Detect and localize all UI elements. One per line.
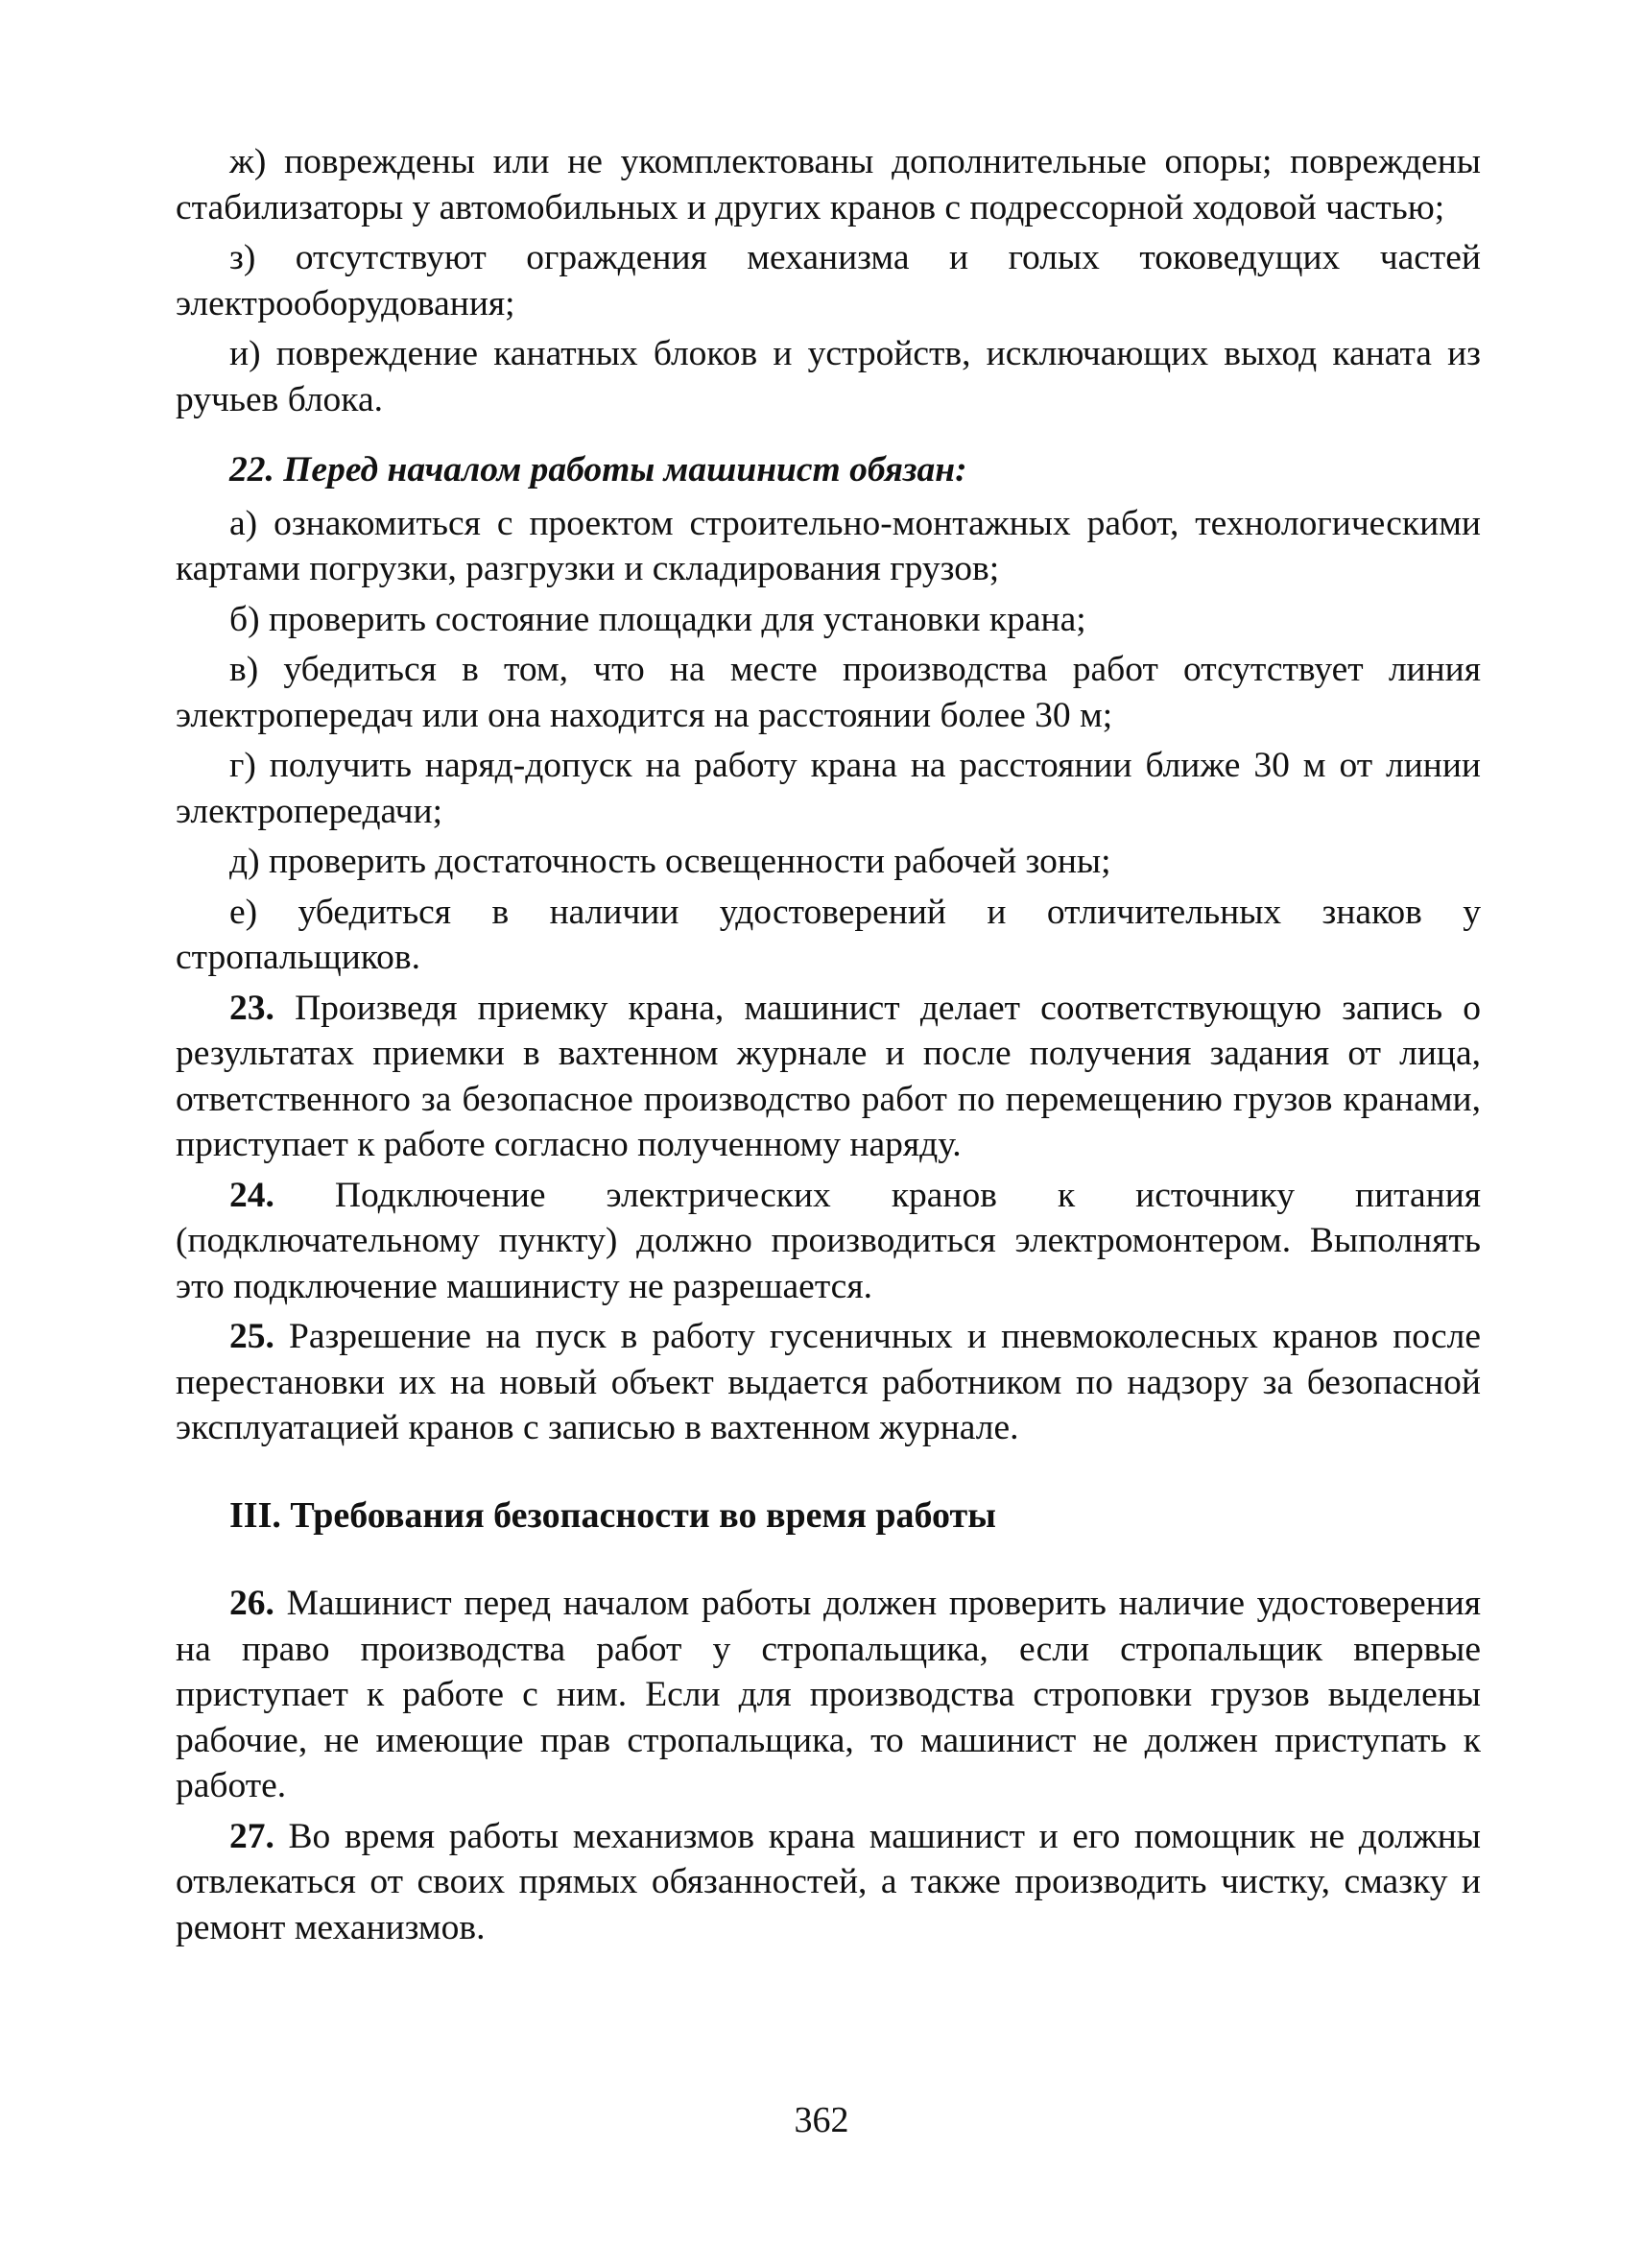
- item-27-number: 27.: [229, 1816, 274, 1856]
- item-22-g: г) получить наряд-допуск на работу крана на расстоянии ближе 30 м от линии электропередачи;: [176, 746, 1481, 831]
- paragraph-i: и) повреждение канатных блоков и устройств, исключающих выход каната из ручьев блока.: [176, 334, 1481, 419]
- page-number: 362: [794, 2100, 849, 2140]
- item-22-v: в) убедиться в том, что на месте производства работ отсутствует линия электропередач или она находится на расстоянии более 30 м;: [176, 650, 1481, 735]
- item-22-a: а) ознакомиться с проектом строительно-монтажных работ, технологическими картами погрузки, разгрузки и складирования грузов;: [176, 503, 1481, 588]
- item-22-e: е) убедиться в наличии удостоверений и отличительных знаков у стропальщиков.: [176, 892, 1481, 977]
- document-page: [176, 139, 1481, 1955]
- item-25-text: Разрешение на пуск в работу гусеничных и пневмоколесных кранов после перестановки их на новый объект выдается работником по надзору за безопасной эксплуатацией кранов с записью в вахтенном журнале.: [176, 1317, 1481, 1447]
- item-22-b: б) проверить состояние площадки для установки крана;: [229, 599, 1086, 639]
- item-26-number: 26.: [229, 1584, 274, 1623]
- paragraph-z: з) отсутствуют ограждения механизма и голых токоведущих частей электрооборудования;: [176, 238, 1481, 323]
- item-23: [176, 986, 1481, 1168]
- item-23-text: Произведя приемку крана, машинист делает соответствующую запись о результатах приемки в вахтенном журнале и после получения задания от лица, ответственного за безопасное производство работ по перемещению грузов кранами, приступает к работе согласно полученному наряду.: [176, 988, 1481, 1164]
- item-26: [176, 1581, 1481, 1809]
- section-3-title: III. Требования безопасности во время работы: [229, 1494, 996, 1536]
- item-25: [176, 1314, 1481, 1451]
- paragraph-zh: ж) повреждены или не укомплектованы дополнительные опоры; повреждены стабилизаторы у автомобильных и других кранов с подрессорной ходовой частью;: [176, 142, 1481, 227]
- item-24: [176, 1173, 1481, 1310]
- item-27: [176, 1814, 1481, 1951]
- item-22-heading: [176, 447, 1481, 493]
- item-24-number: 24.: [229, 1175, 274, 1215]
- item-26-text: Машинист перед началом работы должен проверить наличие удостоверения на право производства работ у стропальщика, если стропальщик впервые приступает к работе с ним. Если для производства строповки грузов выделены рабочие, не имеющие прав стропальщика, то машинист не должен приступать к работе.: [176, 1584, 1482, 1805]
- item-22-d: д) проверить достаточность освещенности рабочей зоны;: [229, 842, 1111, 881]
- item-25-number: 25.: [229, 1317, 274, 1356]
- item-27-text: Во время работы механизмов крана машинист и его помощник не должны отвлекаться от своих прямых обязанностей, а также производить чистку, смазку и ремонт механизмов.: [176, 1816, 1481, 1947]
- item-22-heading-text: Перед началом работы машинист обязан:: [283, 450, 967, 489]
- item-23-number: 23.: [229, 988, 274, 1028]
- item-22-number: 22.: [229, 450, 274, 489]
- item-24-text: Подключение электрических кранов к источнику питания (подключательному пункту) должно производиться электромонтером. Выполнять это подключение машинисту не разрешается.: [176, 1175, 1482, 1306]
